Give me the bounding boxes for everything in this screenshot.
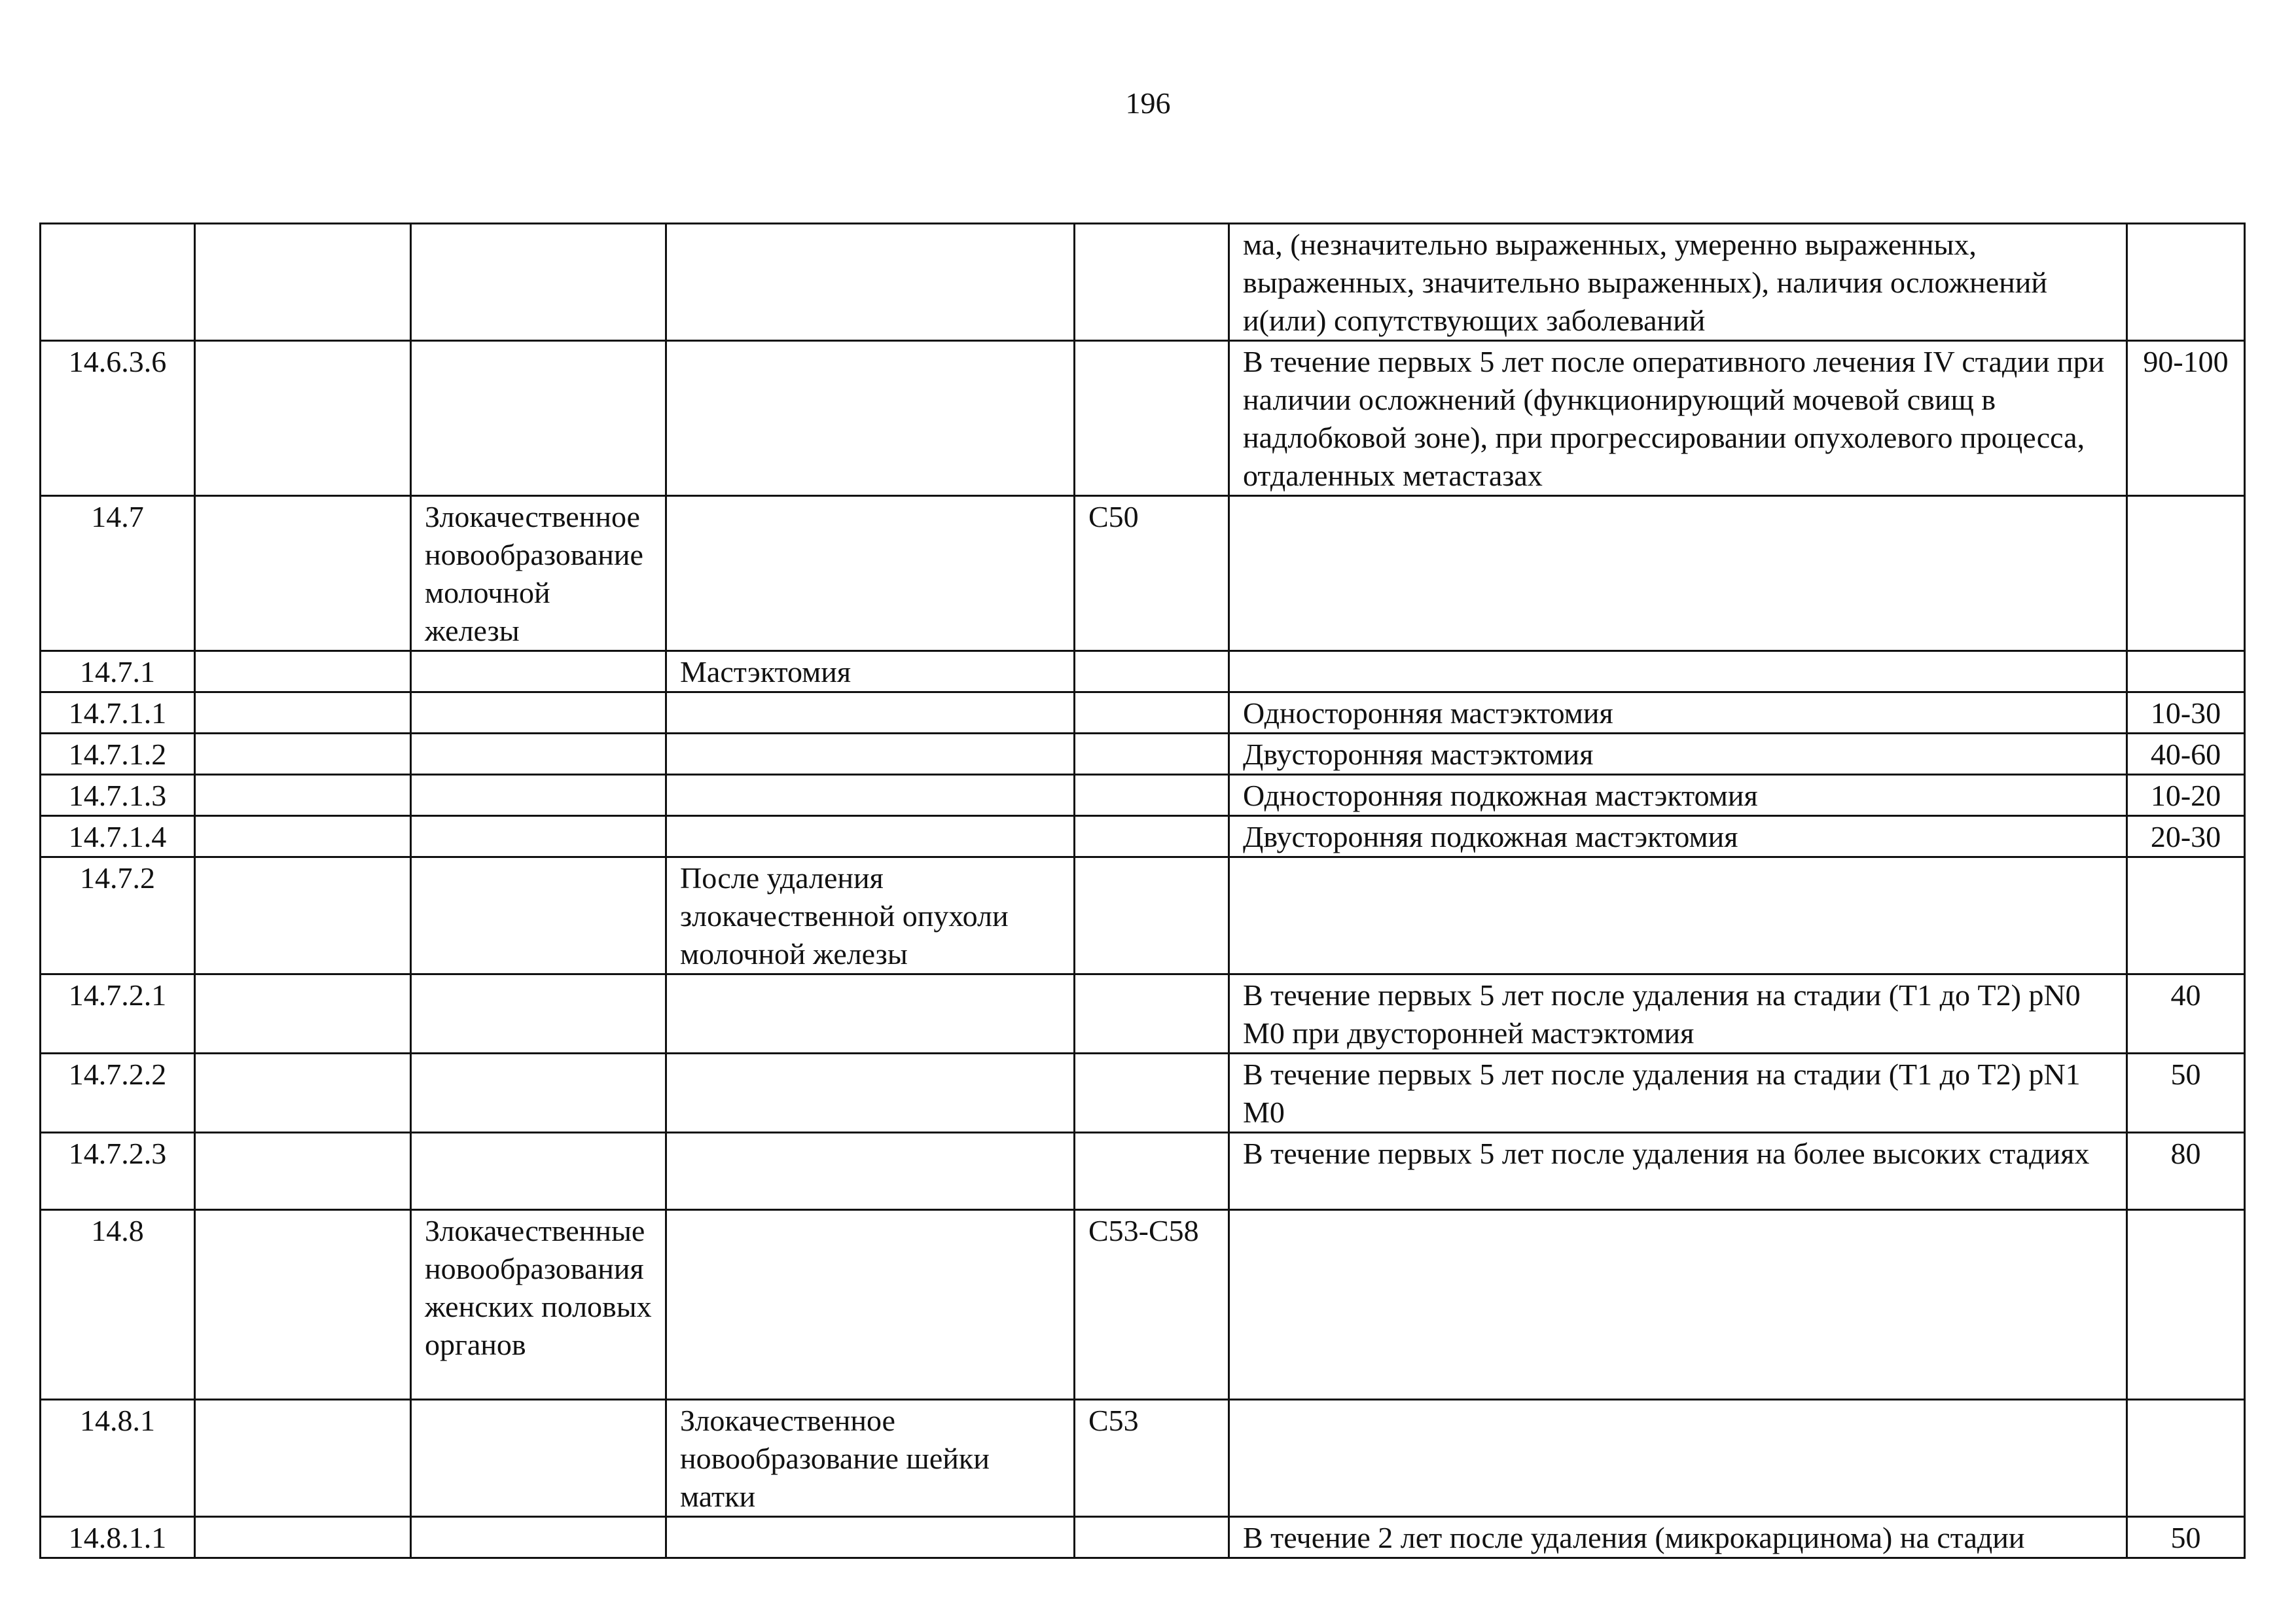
cell-code: 14.8.1	[41, 1400, 195, 1517]
cell-percent: 40-60	[2127, 734, 2245, 775]
cell-disease-group	[411, 224, 666, 341]
cell-icd-code	[1075, 1133, 1229, 1210]
cell-subgroup	[666, 692, 1075, 734]
table-row	[41, 816, 2245, 857]
cell-icd-code: C53-C58	[1075, 1210, 1229, 1400]
cell-percent: 80	[2127, 1133, 2245, 1210]
cell-icd-code	[1075, 857, 1229, 974]
cell-category	[195, 1400, 411, 1517]
cell-description: Двусторонняя мастэктомия	[1229, 734, 2127, 775]
cell-icd-code	[1075, 816, 1229, 857]
cell-icd-code	[1075, 734, 1229, 775]
cell-subgroup	[666, 775, 1075, 816]
disability-criteria-table	[39, 223, 2246, 1559]
cell-description: В течение 2 лет после удаления (микрокарцинома) на стадии	[1229, 1517, 2127, 1558]
cell-disease-group	[411, 734, 666, 775]
cell-description: Односторонняя мастэктомия	[1229, 692, 2127, 734]
table-row	[41, 734, 2245, 775]
cell-disease-group	[411, 1054, 666, 1133]
cell-icd-code	[1075, 341, 1229, 496]
cell-subgroup	[666, 1210, 1075, 1400]
cell-percent: 50	[2127, 1054, 2245, 1133]
cell-disease-group: Злокачественное новообразование молочной железы	[411, 496, 666, 651]
cell-category	[195, 1517, 411, 1558]
cell-percent	[2127, 1210, 2245, 1400]
cell-disease-group	[411, 1400, 666, 1517]
cell-disease-group	[411, 341, 666, 496]
cell-description: В течение первых 5 лет после удаления на стадии (T1 до T2) pN1 M0	[1229, 1054, 2127, 1133]
cell-percent	[2127, 1400, 2245, 1517]
cell-code: 14.7.1	[41, 651, 195, 692]
table-row	[41, 496, 2245, 651]
cell-category	[195, 1133, 411, 1210]
cell-percent: 40	[2127, 974, 2245, 1054]
table-row	[41, 1133, 2245, 1210]
cell-subgroup	[666, 1054, 1075, 1133]
cell-code: 14.7.2	[41, 857, 195, 974]
cell-percent	[2127, 651, 2245, 692]
table-row	[41, 857, 2245, 974]
cell-disease-group	[411, 974, 666, 1054]
table-row	[41, 651, 2245, 692]
cell-code: 14.7.1.3	[41, 775, 195, 816]
cell-description	[1229, 651, 2127, 692]
cell-description	[1229, 496, 2127, 651]
cell-description: Двусторонняя подкожная мастэктомия	[1229, 816, 2127, 857]
cell-category	[195, 816, 411, 857]
table-row	[41, 1400, 2245, 1517]
cell-subgroup	[666, 1517, 1075, 1558]
cell-code: 14.7.2.2	[41, 1054, 195, 1133]
cell-category	[195, 974, 411, 1054]
cell-percent: 50	[2127, 1517, 2245, 1558]
cell-category	[195, 1210, 411, 1400]
cell-disease-group	[411, 1133, 666, 1210]
table-row	[41, 1517, 2245, 1558]
cell-code: 14.7.1.2	[41, 734, 195, 775]
cell-code: 14.7	[41, 496, 195, 651]
cell-category	[195, 734, 411, 775]
cell-percent	[2127, 857, 2245, 974]
cell-category	[195, 224, 411, 341]
cell-percent	[2127, 496, 2245, 651]
cell-percent	[2127, 224, 2245, 341]
cell-code: 14.8	[41, 1210, 195, 1400]
cell-percent: 90-100	[2127, 341, 2245, 496]
cell-code: 14.7.1.4	[41, 816, 195, 857]
table-row	[41, 974, 2245, 1054]
cell-category	[195, 857, 411, 974]
cell-code: 14.7.2.1	[41, 974, 195, 1054]
cell-subgroup	[666, 1133, 1075, 1210]
cell-subgroup: Мастэктомия	[666, 651, 1075, 692]
cell-category	[195, 341, 411, 496]
cell-description	[1229, 1210, 2127, 1400]
cell-icd-code: C53	[1075, 1400, 1229, 1517]
cell-disease-group	[411, 692, 666, 734]
cell-icd-code	[1075, 224, 1229, 341]
cell-percent: 10-20	[2127, 775, 2245, 816]
cell-percent: 20-30	[2127, 816, 2245, 857]
cell-code: 14.6.3.6	[41, 341, 195, 496]
cell-disease-group	[411, 816, 666, 857]
cell-category	[195, 1054, 411, 1133]
cell-icd-code	[1075, 1517, 1229, 1558]
cell-subgroup	[666, 974, 1075, 1054]
cell-code	[41, 224, 195, 341]
cell-code: 14.8.1.1	[41, 1517, 195, 1558]
cell-disease-group	[411, 651, 666, 692]
cell-icd-code	[1075, 692, 1229, 734]
cell-description: Односторонняя подкожная мастэктомия	[1229, 775, 2127, 816]
table-row	[41, 224, 2245, 341]
cell-description: ма, (незначительно выраженных, умеренно выраженных, выраженных, значительно выраженных), наличия осложнений и(или) сопутствующих заболеваний	[1229, 224, 2127, 341]
table-row	[41, 341, 2245, 496]
cell-code: 14.7.2.3	[41, 1133, 195, 1210]
table-row	[41, 775, 2245, 816]
cell-icd-code	[1075, 775, 1229, 816]
cell-category	[195, 775, 411, 816]
cell-icd-code	[1075, 651, 1229, 692]
cell-description	[1229, 857, 2127, 974]
cell-description: В течение первых 5 лет после оперативного лечения IV стадии при наличии осложнений (функционирующий мочевой свищ в надлобковой зоне), при прогрессировании опухолевого процесса, отдаленных метастазах	[1229, 341, 2127, 496]
cell-category	[195, 651, 411, 692]
table-body	[41, 224, 2245, 1558]
cell-icd-code	[1075, 1054, 1229, 1133]
cell-subgroup: Злокачественное новообразование шейки матки	[666, 1400, 1075, 1517]
cell-icd-code: C50	[1075, 496, 1229, 651]
cell-category	[195, 496, 411, 651]
cell-disease-group	[411, 775, 666, 816]
cell-disease-group	[411, 1517, 666, 1558]
cell-description: В течение первых 5 лет после удаления на более высоких стадиях	[1229, 1133, 2127, 1210]
table-row	[41, 1210, 2245, 1400]
cell-icd-code	[1075, 974, 1229, 1054]
cell-percent: 10-30	[2127, 692, 2245, 734]
cell-disease-group	[411, 857, 666, 974]
cell-subgroup	[666, 496, 1075, 651]
cell-subgroup	[666, 224, 1075, 341]
page-number: 196	[1125, 86, 1171, 120]
table-row	[41, 692, 2245, 734]
cell-code: 14.7.1.1	[41, 692, 195, 734]
cell-category	[195, 692, 411, 734]
cell-subgroup: После удаления злокачественной опухоли молочной железы	[666, 857, 1075, 974]
cell-subgroup	[666, 734, 1075, 775]
cell-subgroup	[666, 341, 1075, 496]
cell-description: В течение первых 5 лет после удаления на стадии (T1 до T2) pN0 M0 при двусторонней мастэктомия	[1229, 974, 2127, 1054]
cell-disease-group: Злокачественные новообразования женских половых органов	[411, 1210, 666, 1400]
cell-description	[1229, 1400, 2127, 1517]
cell-subgroup	[666, 816, 1075, 857]
table-row	[41, 1054, 2245, 1133]
